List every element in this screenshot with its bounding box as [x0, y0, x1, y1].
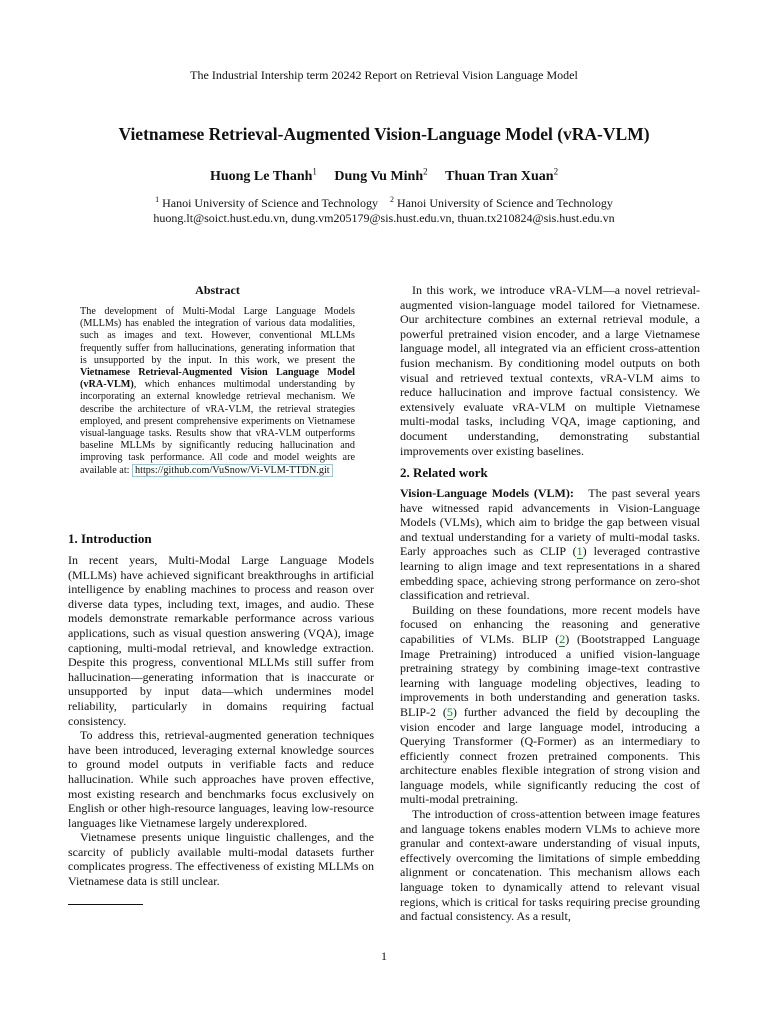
author: Thuan Tran Xuan$^2$: [445, 166, 559, 184]
section-heading-related-work: 2. Related work: [400, 465, 488, 480]
paragraph: Vision-Language Models (VLM): The past several years have witnessed rapid advancements in Vision-Language Models (VLMs), which aim to bridge the gap between visual and textual understanding for a variety of multi-modal tasks. Early approaches such as CLIP (1) leveraged contrastive learning to align image and text representations in a shared embedding space, achieving strong performance on zero-shot classification and retrieval.: [400, 486, 700, 603]
affiliations: $^1$ Hanoi University of Science and Technology $^2$ Hanoi University of Science and Technology huong.lt@soict.hust.edu.vn, dung.vm205179@sis.hust.edu.vn, thuan.tx210824@sis.hust.edu.vn: [0, 192, 768, 226]
paper-title: Vietnamese Retrieval-Augmented Vision-Language Model (vRA-VLM): [118, 124, 650, 144]
paragraph: In recent years, Multi-Modal Large Language Models (MLLMs) have achieved significant breakthroughs in artificial intelligence by enabling machines to process and reason over diverse data types, including text, images, and audio. These models demonstrate remarkable performance across various applications, such as visual question answering (VQA), image captioning, multi-modal retrieval, and knowledge extraction. Despite this progress, conventional MLLMs still suffer from hallucination—generating information that is inaccurate or unsupported by input data—which undermines model reliability, particularly in domains requiring factual consistency.: [68, 553, 374, 728]
related-work-body: [400, 486, 700, 924]
paragraph: Vietnamese presents unique linguistic challenges, and the scarcity of publicly available multi-modal datasets further complicates progress. The effectiveness of existing MLLMs on Vietnamese data is still unclear.: [68, 830, 374, 889]
paragraph: To address this, retrieval-augmented generation techniques have been introduced, leveraging external knowledge sources to ground model outputs in verifiable facts and reduce hallucination. While such approaches have proven effective, most existing research and benchmarks focus exclusively on English or other high-resource languages, leaving low-resource languages like Vietnamese largely underexplored.: [68, 728, 374, 830]
abstract-heading: Abstract: [195, 283, 240, 297]
running-header: The Industrial Intership term 20242 Report on Retrieval Vision Language Model: [190, 68, 578, 82]
vlm-label: Vision-Language Models (VLM):: [400, 486, 574, 500]
citation-link[interactable]: 5: [446, 704, 453, 719]
author-list: [0, 166, 768, 185]
code-link[interactable]: https://github.com/VuSnow/Vi-VLM-TTDN.git: [132, 464, 333, 477]
paragraph: In this work, we introduce vRA-VLM—a novel retrieval-augmented vision-language model tailored for Vietnamese. Our architecture combines an external retrieval module, a powerful pretrained vision encoder, and a large Vietnamese language model, all integrated via an efficient cross-attention fusion mechanism. By conditioning model outputs on both visual and retrieved textual contexts, vRA-VLM aims to reduce hallucination and improve factual consistency. We extensively evaluate vRA-VLM on multiple Vietnamese multi-modal tasks, including VQA, image captioning, and document understanding, demonstrating substantial improvements over existing baselines.: [400, 283, 700, 458]
paragraph: The introduction of cross-attention between image features and language tokens enables modern VLMs to achieve more granular and context-aware understanding of visual inputs, effectively overcoming the limitations of simple embedding alignment or concatenation. This mechanism allows each language token to dynamically attend to relevant visual regions, which is critical for tasks requiring precise grounding and factual consistency. As a result,: [400, 807, 700, 924]
paragraph: Building on these foundations, more recent models have focused on enhancing the reasoning and generative capabilities of VLMs. BLIP (2) (Bootstrapped Language Image Pretraining) introduced a unified vision-language pretraining strategy by combining image-text contrastive learning with language modeling objectives, leading to improvements in both understanding and generation tasks. BLIP-2 (5) further advanced the field by decoupling the vision encoder and large language model, introducing a Querying Transformer (Q-Former) as an intermediary to efficiently connect frozen pretrained components. This architecture enables flexible integration of strong vision and language models, while significantly reducing the cost of multi-modal pretraining.: [400, 602, 700, 807]
citation-link[interactable]: 2: [559, 631, 566, 646]
affiliation-1: Hanoi University of Science and Technology: [162, 196, 378, 210]
right-column-top: [400, 283, 700, 458]
affiliation-2: Hanoi University of Science and Technology: [397, 196, 613, 210]
page-number: 1: [381, 949, 387, 963]
section-heading-introduction: 1. Introduction: [68, 531, 152, 546]
footnote-rule: [68, 904, 143, 905]
abstract-body: The development of Multi-Modal Large Language Models (MLLMs) has enabled the integration of various data modalities, such as images and text. However, conventional MLLMs frequently suffer from hallucinations, generating information that is unsupported by the input. In this work, we present the Vietnamese Retrieval-Augmented Vision Language Model (vRA-VLM), which enhances multimodal understanding by incorporating an external knowledge retrieval mechanism. We describe the architecture of vRA-VLM, the retrieval strategies employed, and present comprehensive experiments on Vietnamese visual-language tasks. Results show that vRA-VLM outperforms baseline MLLMs by significantly reducing hallucination and improving task performance. All code and model weights are available at: https://github.com/VuSnow/Vi-VLM-TTDN.git: [80, 306, 355, 476]
author: Dung Vu Minh$^2$: [334, 166, 428, 184]
author: Huong Le Thanh$^1$: [209, 166, 317, 184]
citation-link[interactable]: 1: [576, 544, 583, 559]
author-emails: huong.lt@soict.hust.edu.vn, dung.vm205179@sis.hust.edu.vn, thuan.tx210824@sis.hust.edu.vn: [153, 211, 615, 225]
introduction-body: [68, 553, 374, 889]
